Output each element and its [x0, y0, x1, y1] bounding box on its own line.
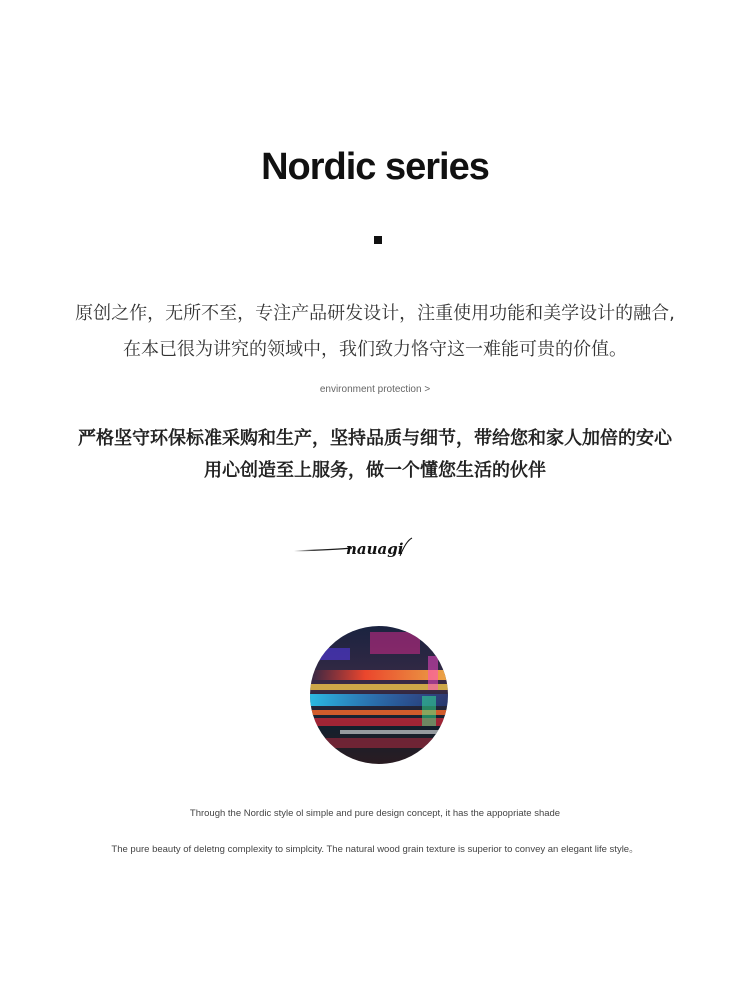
caption-line-2: The pure beauty of deletng complexity to simplcity. The natural wood grain texture is superior to convey an elegant life style。 [111, 844, 639, 855]
promise-line-1: 严格坚守环保标准采购和生产，坚持品质与细节，带给您和家人加倍的安心 [78, 428, 672, 449]
decorative-dot [374, 236, 382, 244]
intro-paragraph [0, 296, 750, 368]
brand-signature-logo [292, 532, 432, 566]
signature-text: nauagi [346, 540, 404, 558]
caption-line-1: Through the Nordic style ol simple and pure design concept, it has the appopriate shade [189, 808, 561, 819]
promise-paragraph [0, 423, 750, 487]
environment-protection-link[interactable]: environment protection > [319, 384, 431, 395]
page-title: Nordic series [261, 146, 489, 188]
intro-line-1: 原创之作，无所不至，专注产品研发设计，注重使用功能和美学设计的融合, [75, 303, 675, 324]
night-street-photo [310, 626, 448, 764]
intro-line-2: 在本已很为讲究的领域中，我们致力恪守这一难能可贵的价值。 [123, 339, 627, 360]
promise-line-2: 用心创造至上服务，做一个懂您生活的伙伴 [204, 460, 546, 481]
